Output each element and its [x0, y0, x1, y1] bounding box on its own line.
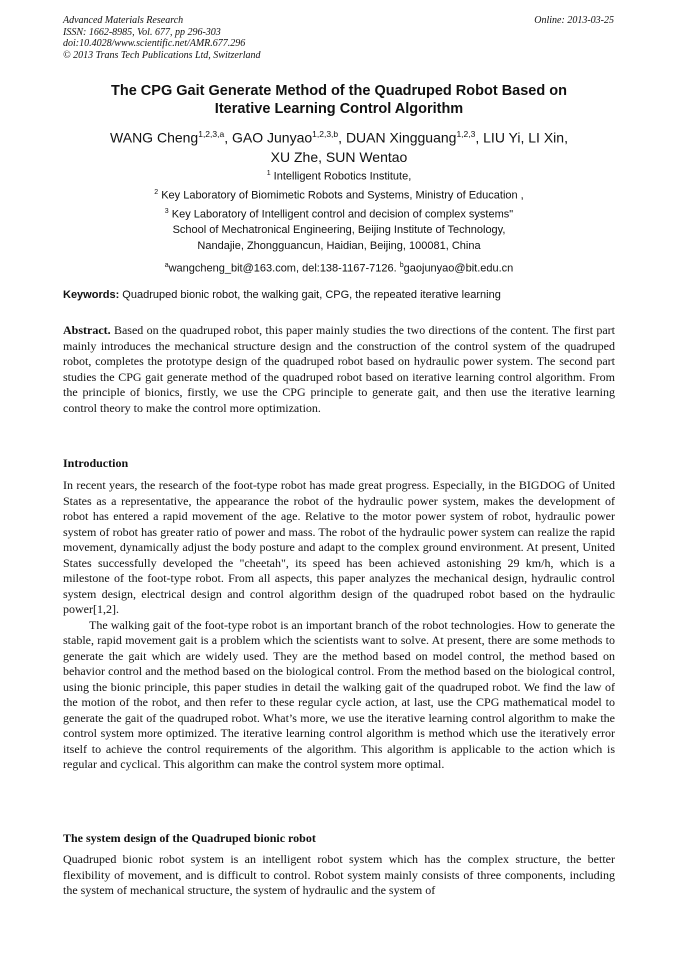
- section-heading-introduction: Introduction: [63, 456, 129, 470]
- affiliation-2: $^2$ Key Laboratory of Biomimetic Robots and Systems, Ministry of Education ,: [154, 189, 524, 202]
- email-a: wangcheng_bit@163.com, del:138-1167-7126.: [168, 263, 400, 276]
- author-sup: 1,2,3,b: [312, 129, 339, 139]
- introduction-body: [63, 478, 615, 773]
- author-sup: 1,2,3: [456, 129, 476, 139]
- author-name: DUAN Xingguang: [345, 129, 457, 146]
- paragraph: In recent years, the research of the foot-type robot has made great progress. Especially, in the BIGDOG of United States as a representative, the appearance the robot of the hydraulic power system, makes the development of robot has entered a rapid movement of the age. Relative to the motor power system of robot, hydraulic power system of robot has greater ratio of power and mass. The robot of the hydraulic power system can realize the rapid movement, dynamically adjust the body posture and adapt to the complex ground environment. At present, United States successfully developed the "cheetah", its speed has been achieved astonishing 29 km/h, which is a milestone of the foot-type robot. From all aspects, this paper analyzes the mechanical design, hydraulic control system design, electrical design and control algorithm design of the quadruped robot based on the hydraulic power[1,2].: [63, 478, 615, 616]
- title-line-1: The CPG Gait Generate Method of the Quadruped Robot Based on: [111, 83, 567, 99]
- author-name: WANG Cheng: [110, 129, 199, 146]
- system-design-body: [63, 852, 615, 899]
- abstract-text: Based on the quadruped robot, this paper mainly studies the two directions of the content. The first part mainly introduces the mechanical structure design and the construction of the control system of the quadruped robot, completes the prototype design of the quadruped robot based on hydraulic power system. The second part studies the CPG gait generate method of the quadruped robot based on iterative learning control algorithm. From the principle of bionics, firstly, we use the CPG principle to generate gait, and then use the iterative learning control theory to make the control more optimization.: [63, 323, 615, 415]
- affiliation-school: School of Mechatronical Engineering, Beijing Institute of Technology,: [172, 224, 506, 237]
- online-date: Online: 2013-03-25: [534, 15, 614, 26]
- affiliation-address: Nandajie, Zhongguancun, Haidian, Beijing, 100081, China: [197, 239, 481, 252]
- keywords-text: Quadruped bionic robot, the walking gait, CPG, the repeated iterative learning: [119, 289, 501, 301]
- paragraph: The walking gait of the foot-type robot is an important branch of the robot technologies. How to generate the stable, rapid movement gait is a problem which the scientists want to solve. At present, there are some methods to generate the gait which are widely used. They are the method based on model control, the method based on behavior control and the method based on the biological control. From the method based on the biological control, using the bionic principle, this paper studies in detail the walking gait of the quadruped robot. We find the law of the motion of the robot, and then refer to these regular cycle action, at last, use the CPG mathematical model to generate the gait of the quadruped robot. What’s more, we use the iterative learning control algorithm to make the control system more optimized. The iterative learning control algorithm is method which use the iteratively error itself to achieve the control requirements of the algorithm. This algorithm is applicable to the action which is regular and cyclical. This algorithm can make the control system more optimal.: [63, 617, 615, 771]
- copyright-line: © 2013 Trans Tech Publications Ltd, Switzerland: [63, 49, 261, 61]
- journal-info: [63, 15, 261, 61]
- paragraph: Quadruped bionic robot system is an intelligent robot system which has the complex structure, the better flexibility of movement, and is difficult to control. Robot system mainly consists of three components, including the system of mechanical structure, the system of hydraulic and the system of: [63, 852, 615, 897]
- abstract-label: Abstract.: [63, 323, 111, 337]
- paper-title: [63, 82, 615, 118]
- issn-line: ISSN: 1662-8985, Vol. 677, pp 296-303: [63, 26, 221, 38]
- affiliation-1: $^1$ Intelligent Robotics Institute,: [266, 170, 412, 183]
- section-heading-system-design: The system design of the Quadruped bionic robot: [63, 831, 316, 845]
- email-b: gaojunyao@bit.edu.cn: [403, 263, 514, 276]
- keywords-label: Keywords:: [63, 289, 120, 301]
- title-line-2: Iterative Learning Control Algorithm: [214, 101, 464, 117]
- author-line-2: XU Zhe, SUN Wentao: [270, 148, 408, 165]
- author-sup: 1,2,3,a: [198, 129, 225, 139]
- doi-line: doi:10.4028/www.scientific.net/AMR.677.296: [63, 38, 246, 49]
- journal-name: Advanced Materials Research: [63, 15, 184, 26]
- affiliation-3: $^3$ Key Laboratory of Intelligent control and decision of complex systems": [164, 208, 514, 221]
- author-names: , LIU Yi, LI Xin,: [475, 129, 568, 146]
- abstract: [63, 323, 615, 416]
- contact-emails: $^a$wangcheng_bit@163.com, del:138-1167-7126. $^b$gaojunyao@bit.edu.cn: [164, 262, 514, 276]
- author-name: GAO Junyao: [232, 129, 313, 146]
- keywords: [63, 288, 615, 302]
- affiliations: [63, 166, 615, 278]
- author-line-1: WANG Cheng$^{1,2,3,a}$, GAO Junyao$^{1,2,3,b}$, DUAN Xingguang$^{1,2,3}$, LIU Yi, LI Xin,: [110, 129, 568, 146]
- author-list: [63, 125, 615, 167]
